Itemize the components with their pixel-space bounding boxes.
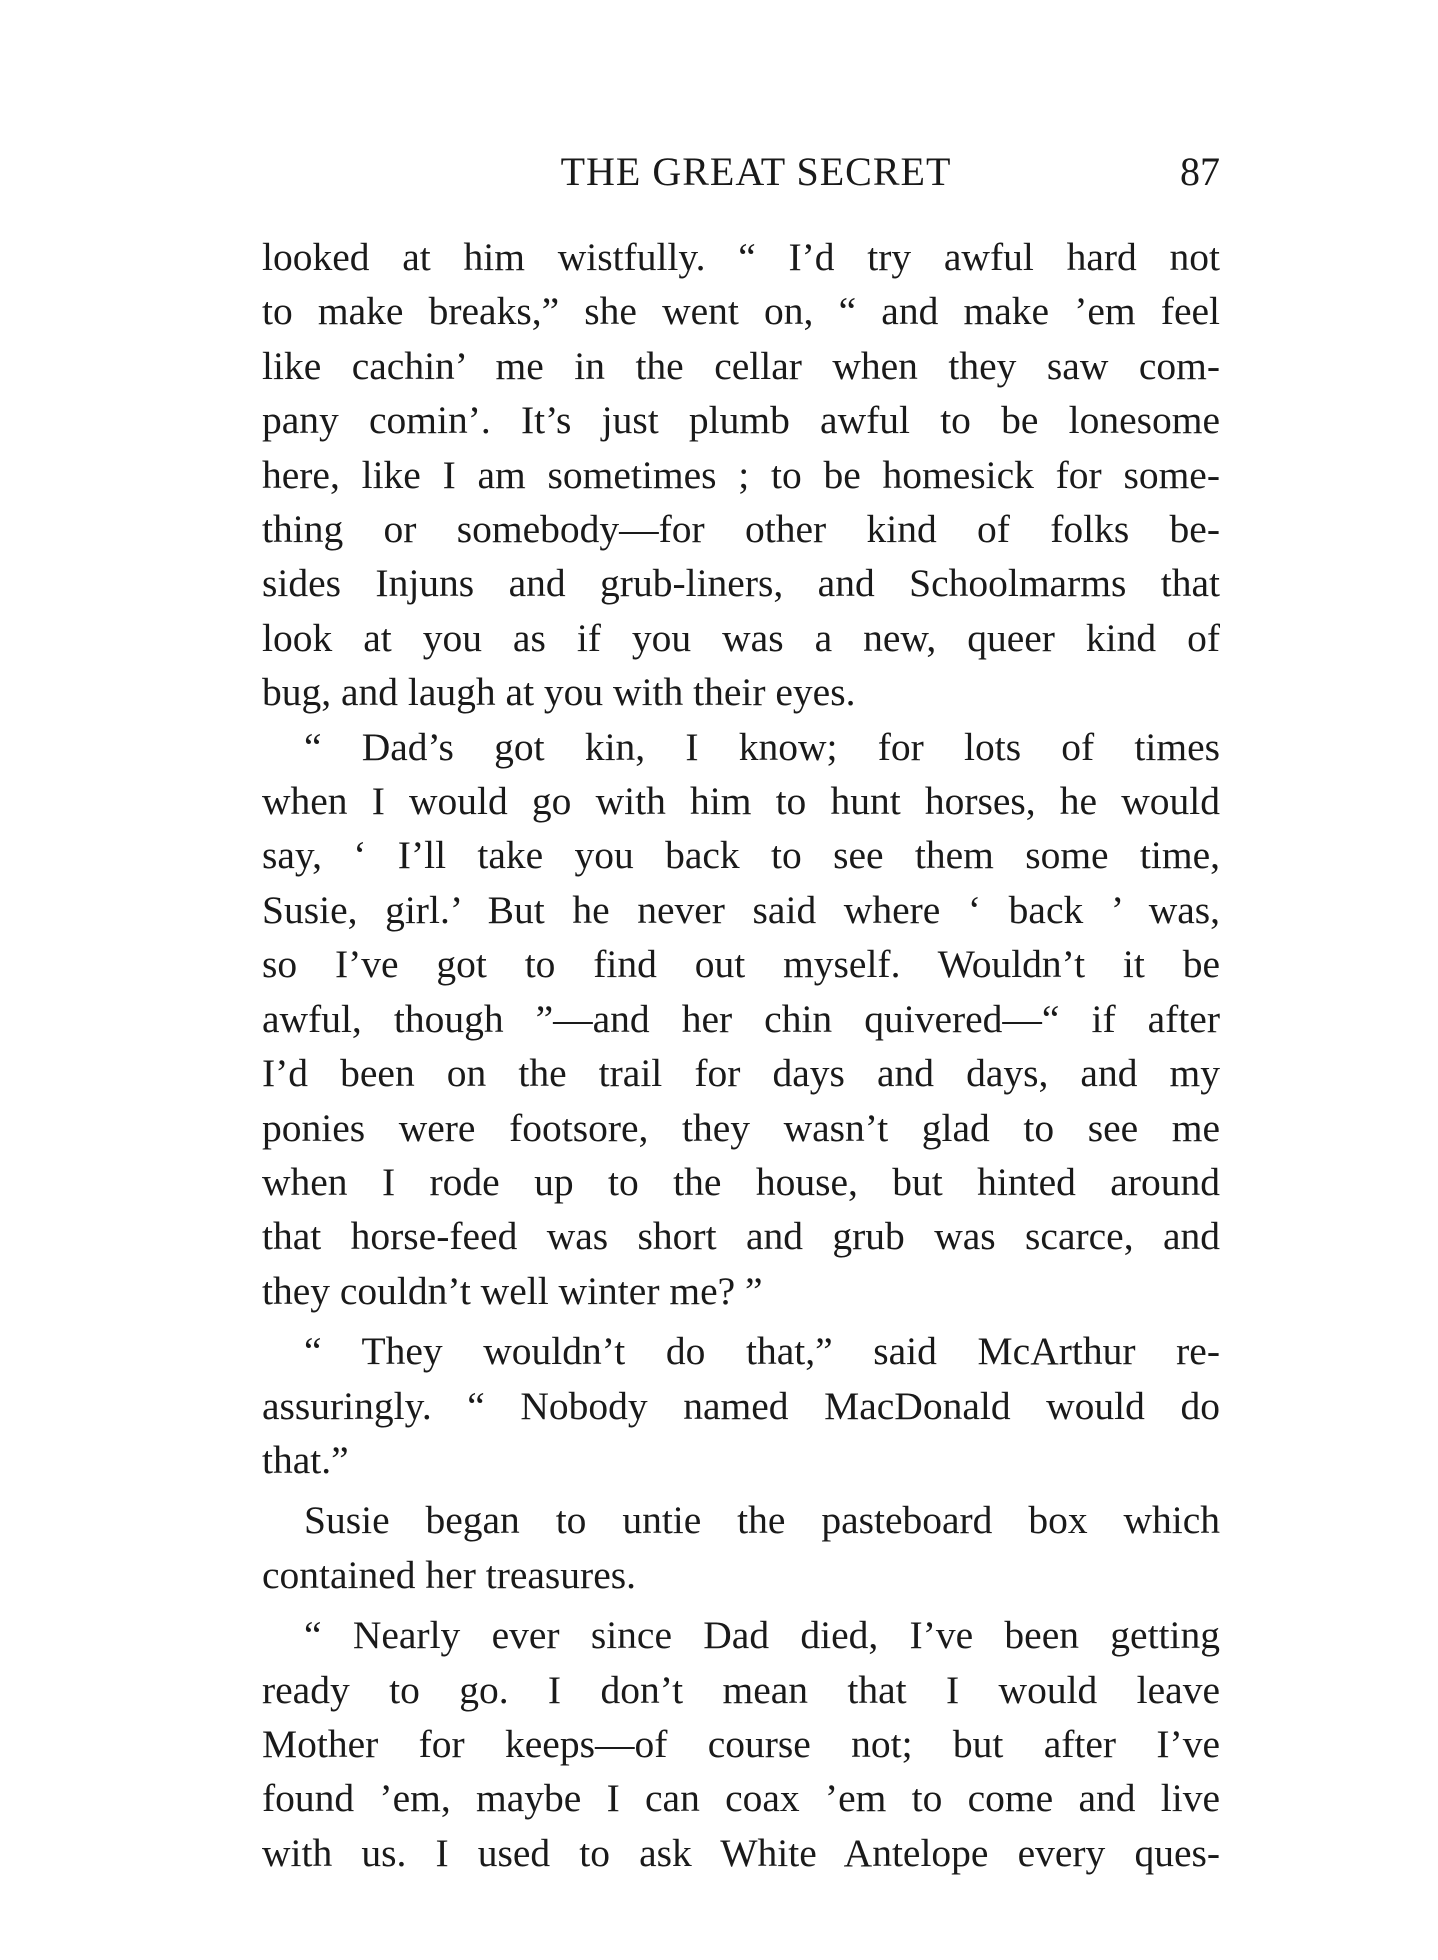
text-line: I’d been on the trail for days and days, and my [262, 1051, 1220, 1096]
text-line: so I’ve got to find out myself. Wouldn’t it be [262, 942, 1220, 987]
paragraph-5 [262, 1608, 1220, 1880]
paragraph-4 [262, 1493, 1220, 1602]
text-line: found ’em, maybe I can coax ’em to come and live [262, 1776, 1220, 1821]
text-line: that horse-feed was short and grub was scarce, and [262, 1214, 1220, 1259]
text-line: assuringly. “ Nobody named MacDonald would do [262, 1383, 1220, 1428]
text-line: awful, though ”—and her chin quivered—“ if after [262, 996, 1220, 1041]
text-line: ready to go. I don’t mean that I would leave [262, 1667, 1220, 1712]
paragraph-3 [262, 1324, 1220, 1487]
text-line: “ Nearly ever since Dad died, I’ve been getting [304, 1613, 1220, 1658]
text-line: say, ‘ I’ll take you back to see them some time, [262, 833, 1220, 878]
text-line: when I would go with him to hunt horses, he would [262, 779, 1220, 824]
text-line: contained her treasures. [262, 1552, 636, 1597]
text-line: Susie, girl.’ But he never said where ‘ back ’ was, [262, 887, 1220, 932]
text-line: looked at him wistfully. “ I’d try awful hard not [262, 235, 1220, 279]
paragraph-1 [262, 230, 1220, 720]
text-line: look at you as if you was a new, queer kind of [262, 615, 1220, 660]
text-line: sides Injuns and grub-liners, and Schoolmarms that [262, 561, 1220, 606]
text-line: Susie began to untie the pasteboard box which [304, 1498, 1220, 1543]
text-line: to make breaks,” she went on, “ and make ’em feel [262, 289, 1220, 334]
text-line: pany comin’. It’s just plumb awful to be lonesome [262, 398, 1220, 443]
text-line: bug, and laugh at you with their eyes. [262, 670, 856, 715]
text-line: they couldn’t well winter me? ” [262, 1268, 763, 1313]
text-line: when I rode up to the house, but hinted around [262, 1159, 1220, 1204]
text-line: thing or somebody—for other kind of folks be- [262, 507, 1220, 552]
text-line: “ Dad’s got kin, I know; for lots of times [304, 724, 1220, 769]
paragraph-2 [262, 720, 1220, 1318]
text-line: ponies were footsore, they wasn’t glad to see me [262, 1105, 1220, 1150]
running-head [262, 142, 1220, 202]
running-title: THE GREAT SECRET [560, 149, 952, 194]
text-line: with us. I used to ask White Antelope every ques- [262, 1830, 1220, 1875]
text-line: here, like I am sometimes ; to be homesick for some- [262, 452, 1220, 497]
text-line: “ They wouldn’t do that,” said McArthur re- [304, 1329, 1220, 1374]
text-line: that.” [262, 1437, 349, 1482]
text-line: Mother for keeps—of course not; but after I’ve [262, 1721, 1220, 1766]
body-text [262, 230, 1220, 1880]
page-number: 87 [1180, 149, 1220, 194]
text-line: like cachin’ me in the cellar when they saw com- [262, 343, 1220, 388]
